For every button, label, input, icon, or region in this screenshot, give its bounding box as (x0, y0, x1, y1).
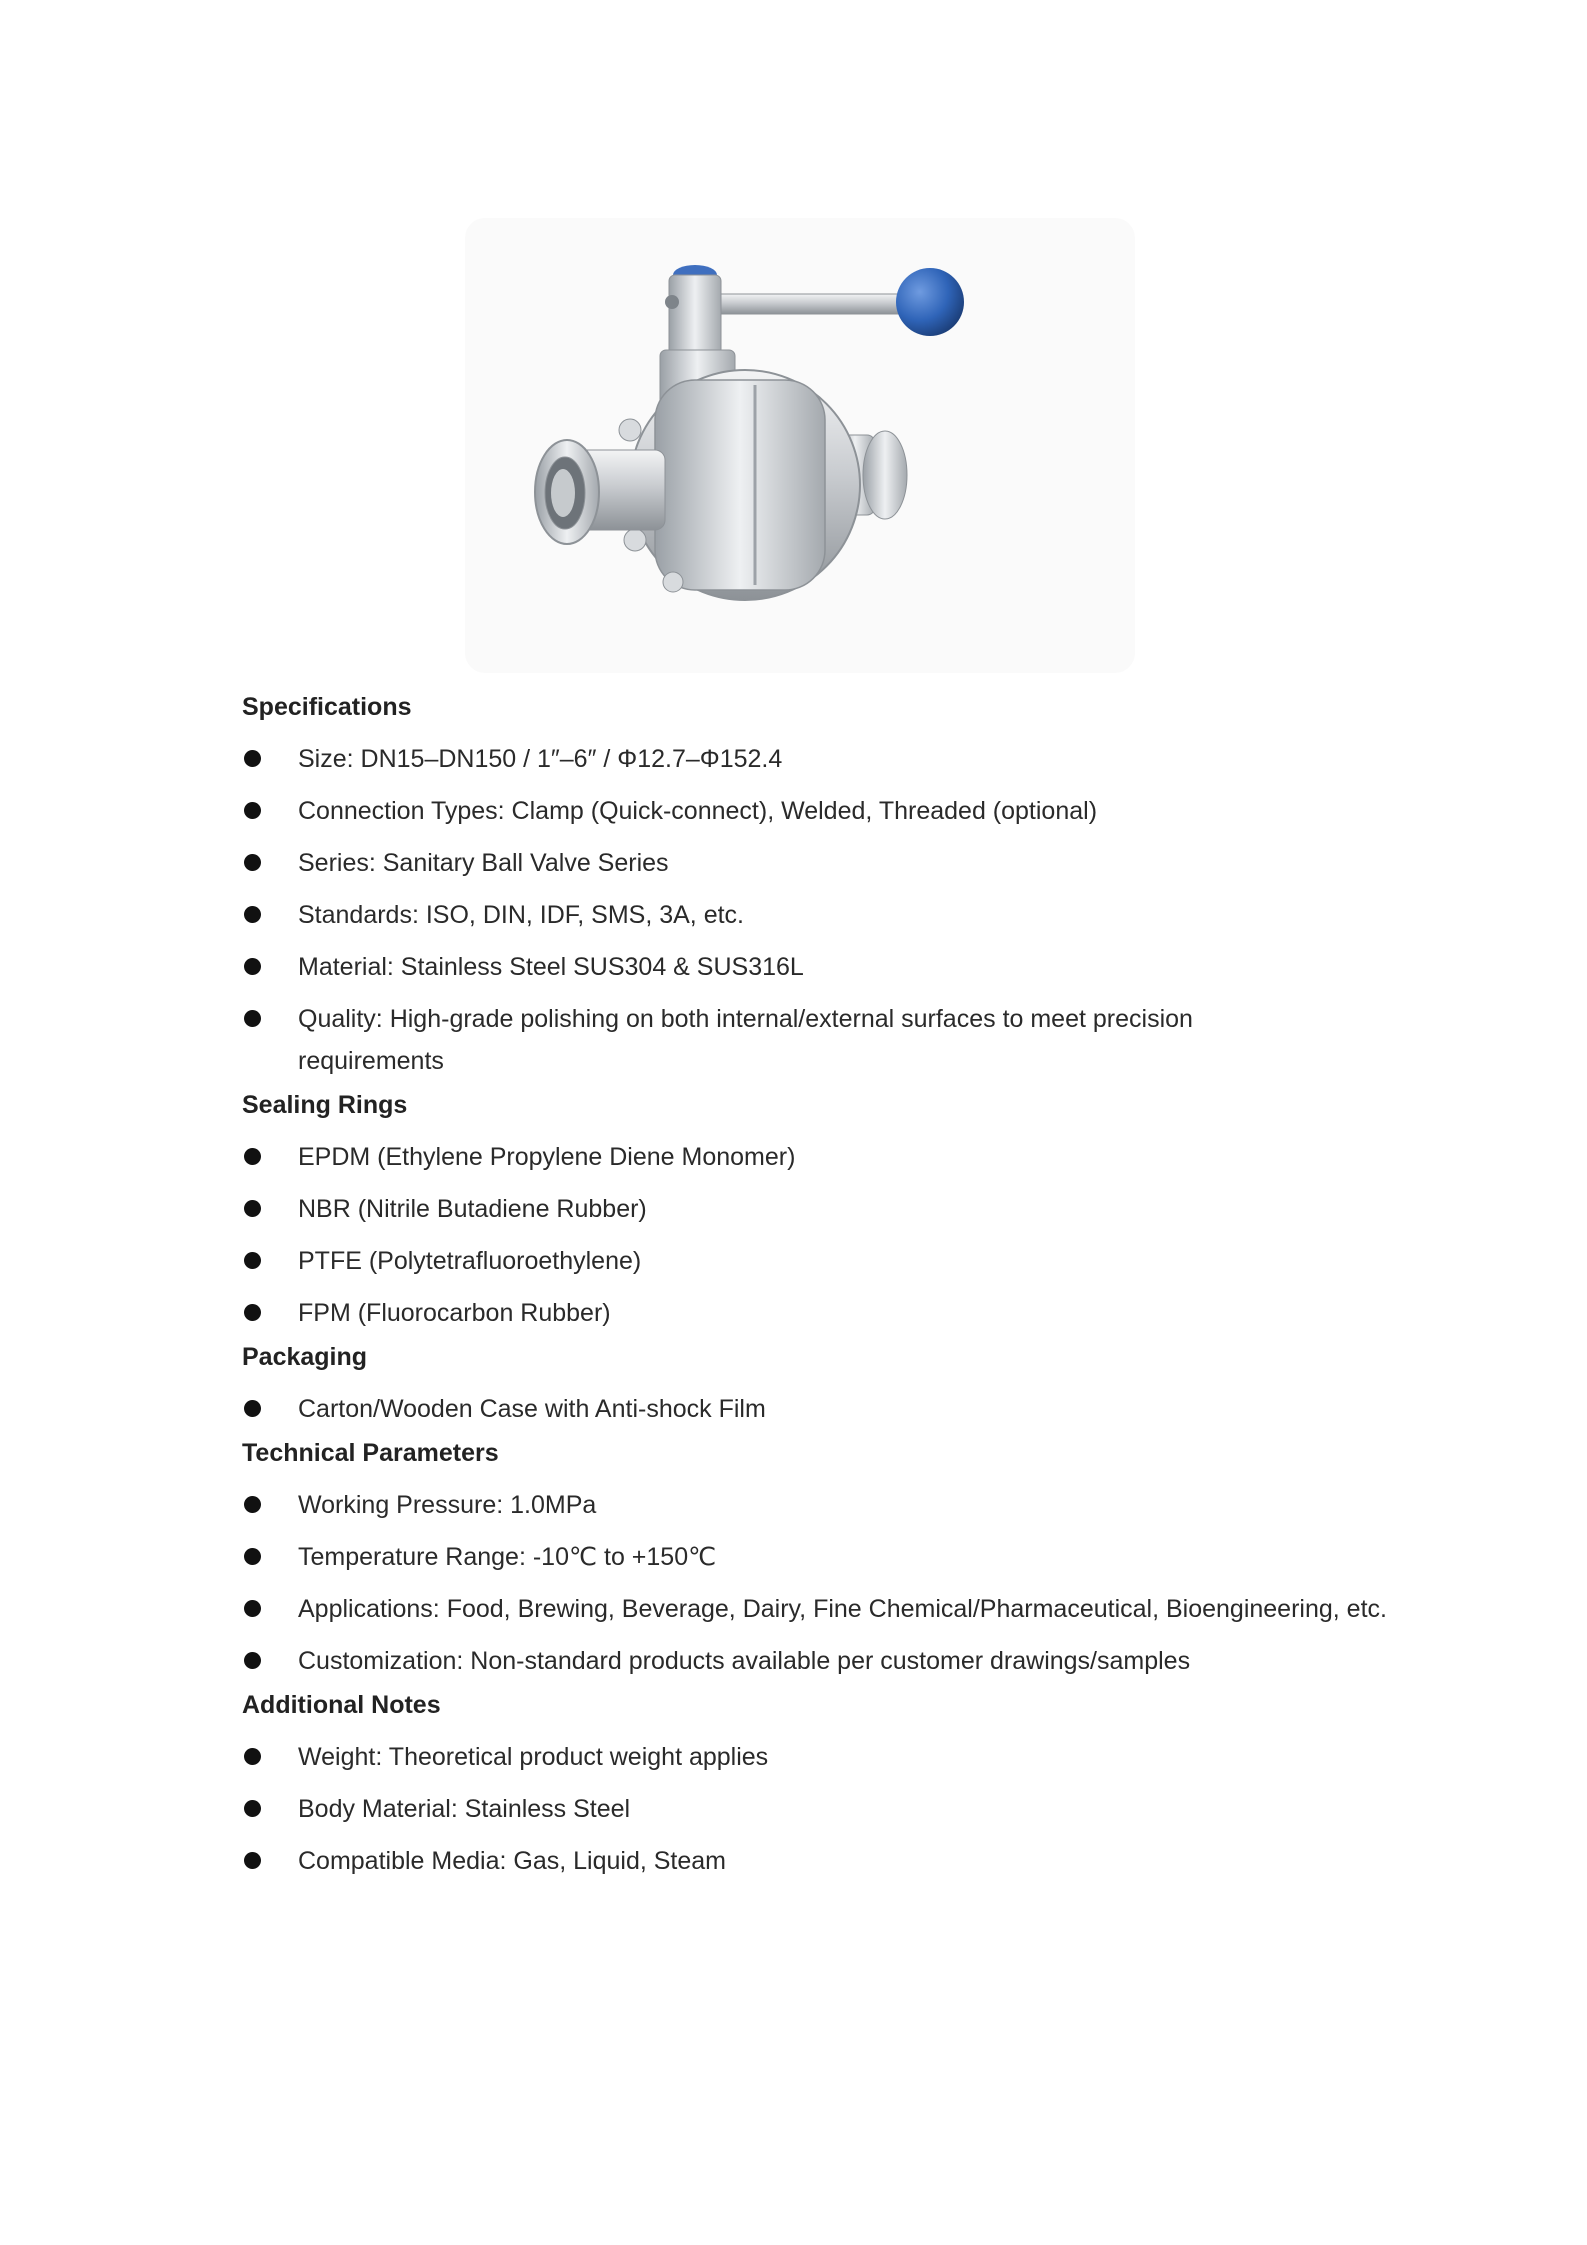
bullet-icon (244, 1652, 261, 1669)
document-body (242, 690, 1387, 1888)
bullet-icon (244, 958, 261, 975)
section-specifications (242, 690, 1382, 1082)
list-item: Working Pressure: 1.0MPa (242, 1484, 1382, 1526)
list-item: Carton/Wooden Case with Anti-shock Film (242, 1388, 1382, 1430)
list-item: Applications: Food, Brewing, Beverage, Dairy, Fine Chemical/Pharmaceutical, Bioengineering, etc. (242, 1588, 1428, 1630)
list-item: Material: Stainless Steel SUS304 & SUS316L (242, 946, 1382, 988)
list-item: Compatible Media: Gas, Liquid, Steam (242, 1840, 1382, 1882)
bullet-icon (244, 1010, 261, 1027)
bullet-icon (244, 1496, 261, 1513)
bullet-icon (244, 1600, 261, 1617)
sanitary-ball-valve-icon (455, 210, 1145, 680)
bullet-icon (244, 1852, 261, 1869)
bullet-icon (244, 1748, 261, 1765)
list-item: Weight: Theoretical product weight applies (242, 1736, 1382, 1778)
list-item: Quality: High-grade polishing on both internal/external surfaces to meet precision requirements (242, 998, 1278, 1082)
list-item: Customization: Non-standard products available per customer drawings/samples (242, 1640, 1382, 1682)
bullet-icon (244, 750, 261, 767)
list-item: Temperature Range: -10℃ to +150℃ (242, 1536, 1382, 1578)
bullet-list (242, 738, 1382, 1082)
bullet-icon (244, 1252, 261, 1269)
section-sealing-rings (242, 1088, 1382, 1334)
bullet-icon (244, 1148, 261, 1165)
bullet-icon (244, 854, 261, 871)
product-image (455, 210, 1145, 680)
list-item: PTFE (Polytetrafluoroethylene) (242, 1240, 1382, 1282)
section-packaging (242, 1340, 1382, 1430)
list-item: FPM (Fluorocarbon Rubber) (242, 1292, 1382, 1334)
bullet-icon (244, 1304, 261, 1321)
list-item: NBR (Nitrile Butadiene Rubber) (242, 1188, 1382, 1230)
bullet-icon (244, 906, 261, 923)
section-technical-parameters (242, 1436, 1387, 1682)
bullet-list (242, 1736, 1382, 1882)
section-heading: Packaging (242, 1343, 368, 1371)
list-item: Body Material: Stainless Steel (242, 1788, 1382, 1830)
bullet-icon (244, 1200, 261, 1217)
bullet-icon (244, 802, 261, 819)
bullet-icon (244, 1800, 261, 1817)
bullet-list (242, 1388, 1382, 1430)
list-item: EPDM (Ethylene Propylene Diene Monomer) (242, 1136, 1382, 1178)
list-item: Series: Sanitary Ball Valve Series (242, 842, 1382, 884)
bullet-icon (244, 1400, 261, 1417)
bullet-icon (244, 1548, 261, 1565)
list-item: Size: DN15–DN150 / 1″–6″ / Φ12.7–Φ152.4 (242, 738, 1382, 780)
bullet-list (242, 1484, 1387, 1682)
section-heading: Technical Parameters (242, 1439, 499, 1467)
section-heading: Sealing Rings (242, 1091, 408, 1119)
list-item: Connection Types: Clamp (Quick-connect), Welded, Threaded (optional) (242, 790, 1382, 832)
bullet-list (242, 1136, 1382, 1334)
list-item: Standards: ISO, DIN, IDF, SMS, 3A, etc. (242, 894, 1382, 936)
section-additional-notes (242, 1688, 1382, 1882)
section-heading: Specifications (242, 693, 412, 721)
section-heading: Additional Notes (242, 1691, 441, 1719)
